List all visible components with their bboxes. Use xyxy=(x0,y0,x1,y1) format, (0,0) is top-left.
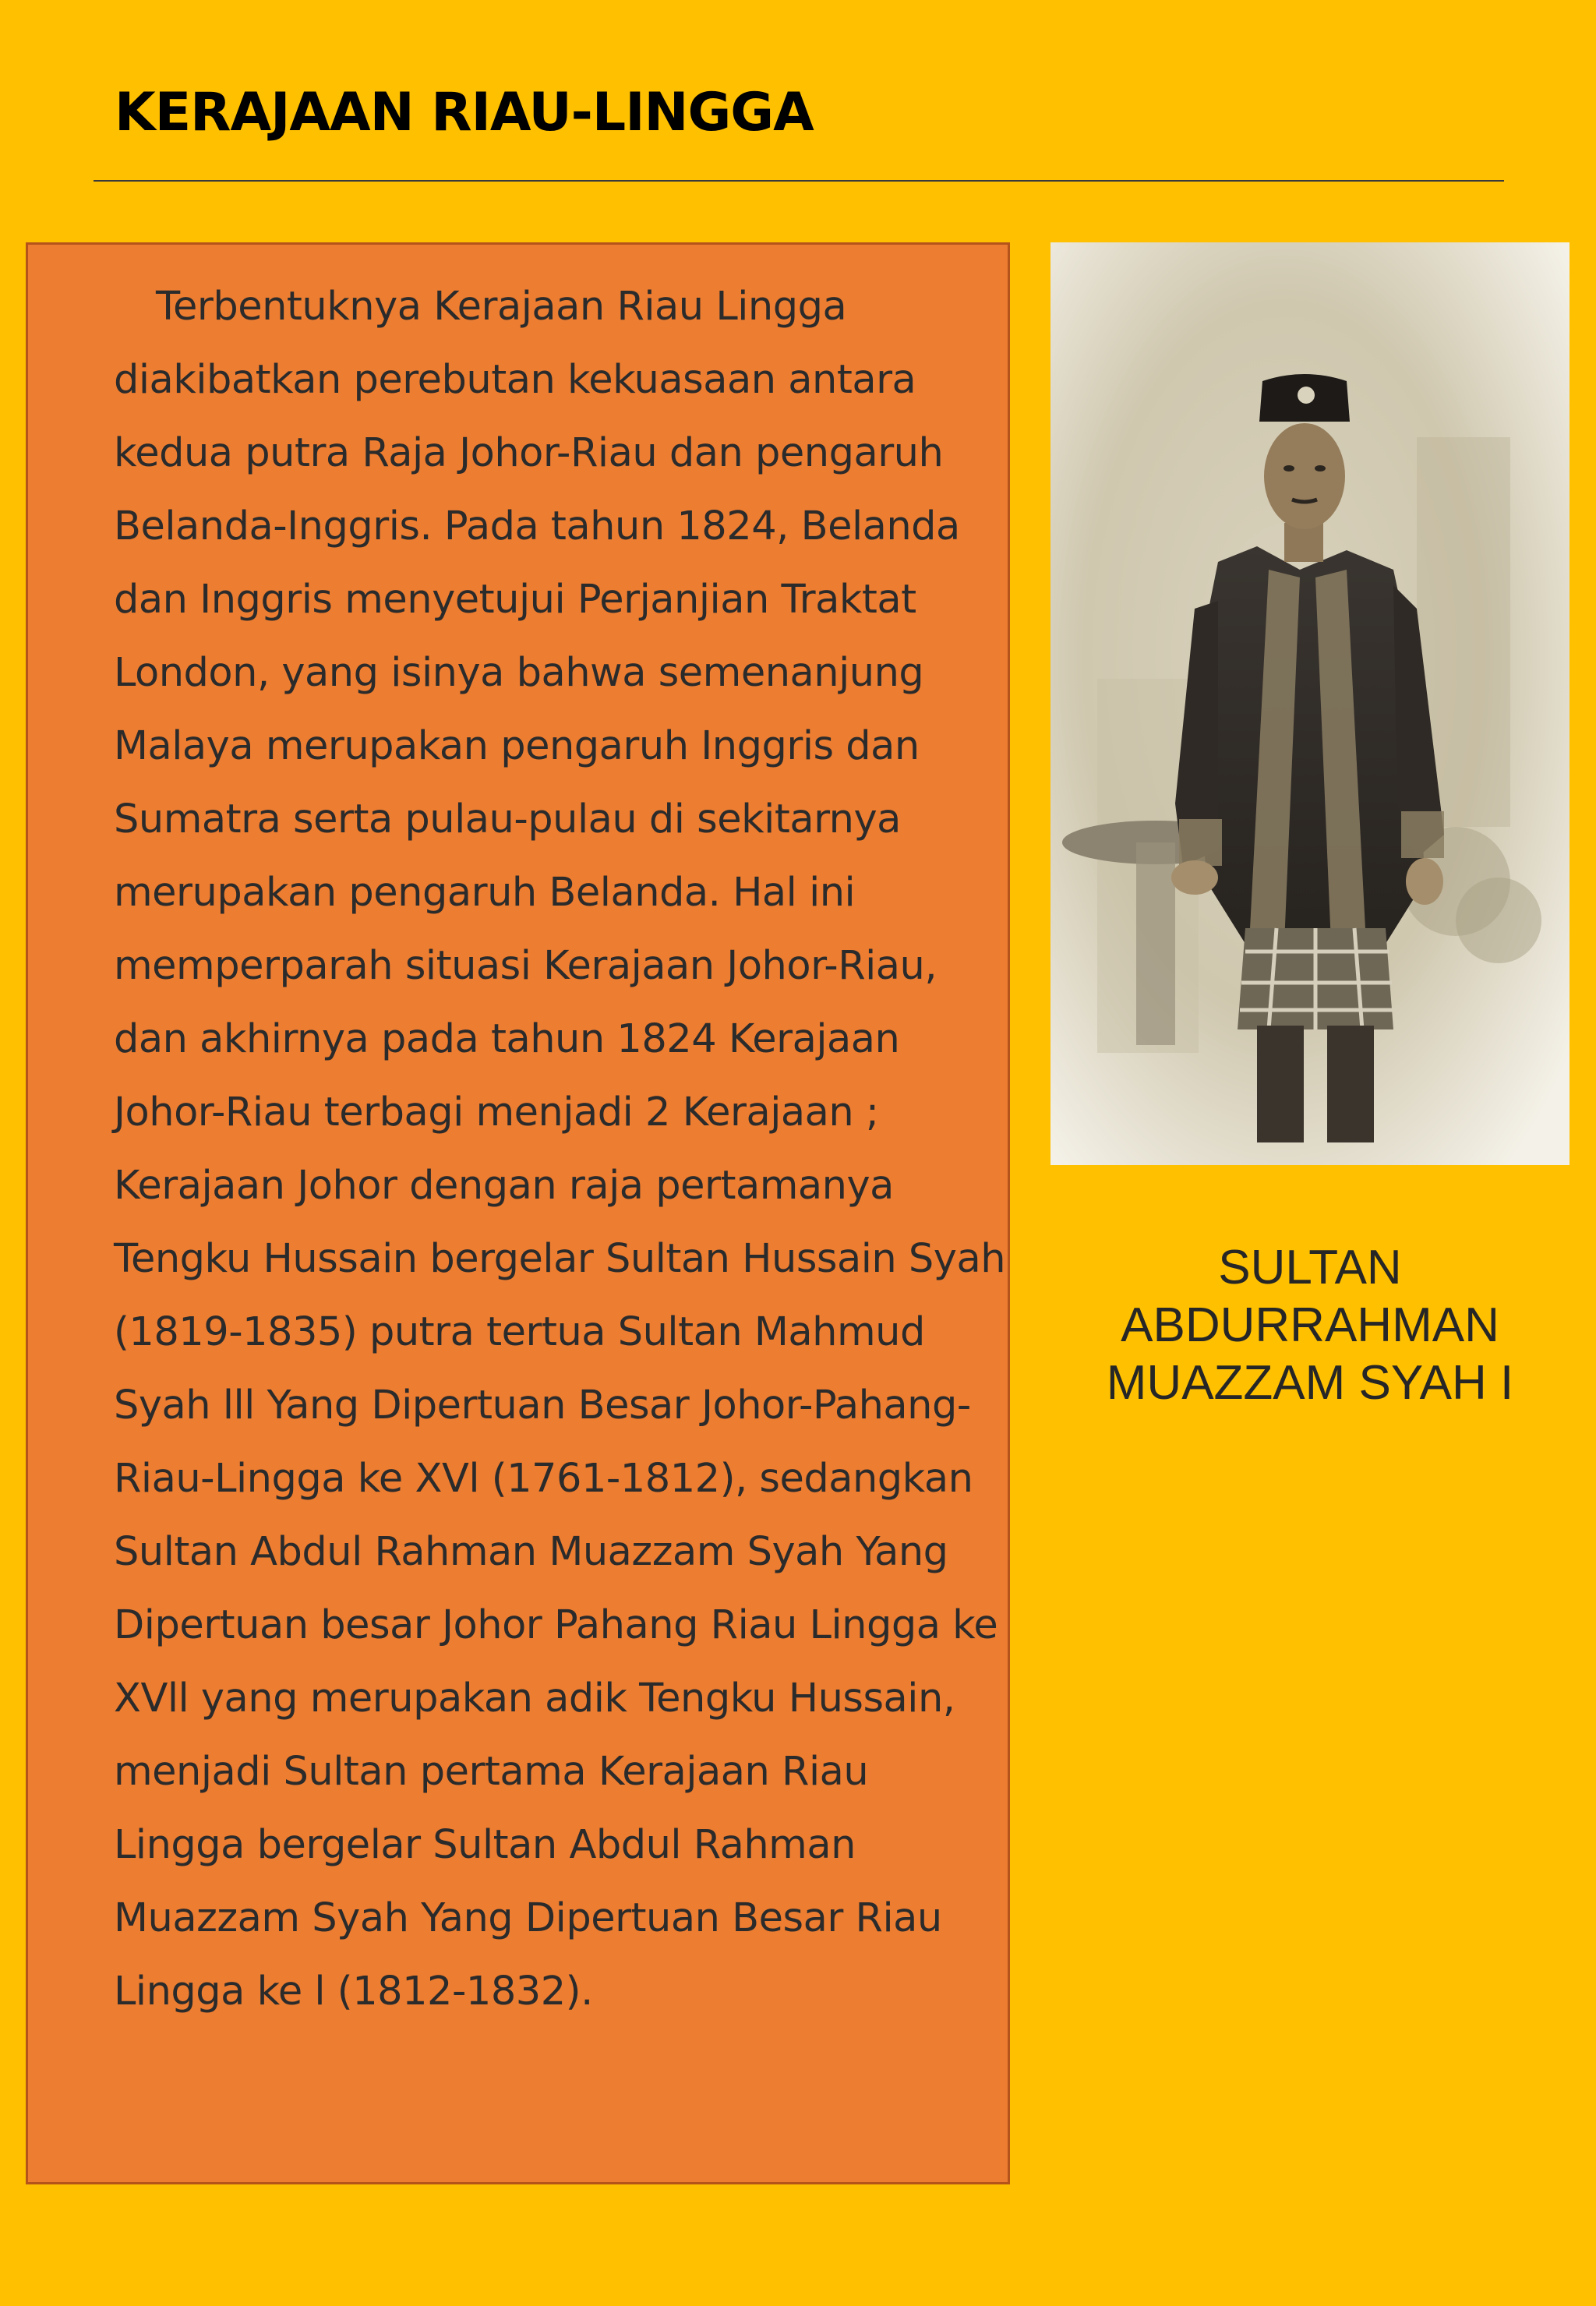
portrait-image-icon xyxy=(1050,242,1570,1165)
title-divider xyxy=(94,180,1504,182)
history-paragraph: Terbentuknya Kerajaan Riau Lingga diakibatkan perebutan kekuasaan antara kedua putra Raja Johor-Riau dan pengaruh Belanda-Inggris. Pada tahun 1824, Belanda dan Inggris menyetujui Perjanjian Traktat London, yang isinya bahwa semenanjung Malaya merupakan pengaruh Inggris dan Sumatra serta pulau-pulau di sekitarnya merupakan pengaruh Belanda. Hal ini memperparah situasi Kerajaan Johor-Riau, dan akhirnya pada tahun 1824 Kerajaan Johor-Riau terbagi menjadi 2 Kerajaan ; Kerajaan Johor dengan raja pertamanya Tengku Hussain bergelar Sultan Hussain Syah (1819-1835) putra tertua Sultan Mahmud Syah lll Yang Dipertuan Besar Johor-Pahang-Riau-Lingga ke XVl (1761-1812), sedangkan Sultan Abdul Rahman Muazzam Syah Yang Dipertuan besar Johor Pahang Riau Lingga ke XVll yang merupakan adik Tengku Hussain, menjadi Sultan pertama Kerajaan Riau Lingga bergelar Sultan Abdul Rahman Muazzam Syah Yang Dipertuan Besar Riau Lingga ke l (1812-1832). xyxy=(114,284,1006,2015)
caption-line: ABDURRAHMAN xyxy=(1121,1298,1499,1352)
caption-line: MUAZZAM SYAH I xyxy=(1106,1356,1514,1410)
history-text-box xyxy=(26,242,1010,2184)
sultan-portrait-photo xyxy=(1050,242,1570,1165)
caption-line: SULTAN xyxy=(1218,1241,1402,1294)
portrait-caption xyxy=(1050,1239,1570,1412)
page-title: KERAJAAN RIAU-LINGGA xyxy=(115,82,814,143)
